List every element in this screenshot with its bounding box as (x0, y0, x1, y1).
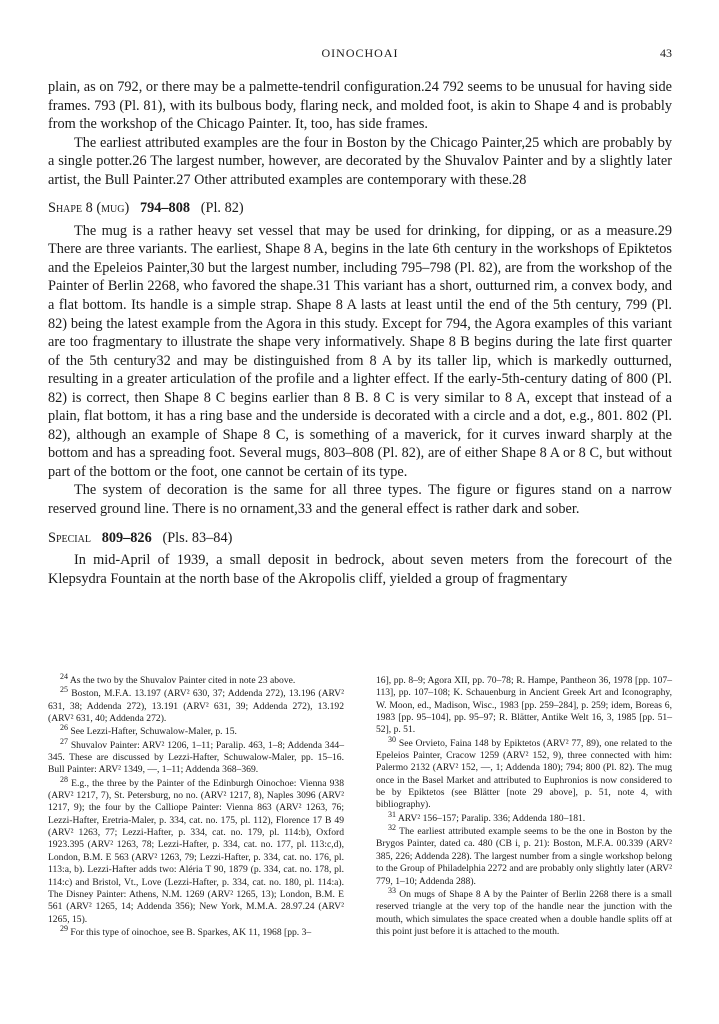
footnote-text: As the two by the Shuvalov Painter cited in note 23 above. (69, 675, 296, 686)
footnote-text: E.g., the three by the Painter of the Edinburgh Oinochoe: Vienna 938 (ARV² 1217, 7), St. Petersburg, no no. (ARV² 1217, 8), Naples 3096 (ARV² 1217, 9); the four by the Calliope Painter: Vienna 863 (ARV² 1263, 76; Lezzi-Hafter, Eretria-Maler, p. 334, cat. no. 175, pl. 112), Florence 17 B 49 (ARV² 1263, 77; Lezzi-Hafter, p. 334, cat. no. 179, pl. 114:b), Oxford 1923.395 (ARV² 1263, 78; Lezzi-Hafter, p. 334, cat. no. 177, pl. 113:c,d), London, B.M. E 563 (ARV² 1263, 79; Lezzi-Hafter, p. 334, cat. no. 176, pl. 113:a, b). Lezzi-Hafter adds two: Aléria T 90, 1879 (p. 334, cat. no. 178, pl. 114:c) and Bristol, Vt., Love (Lezzi-Hafter, p. 334, cat. no. 180, pl. 114:a). The Disney Painter: Athens, N.M. 1269 (ARV² 1265, 13); London, B.M. E 561 (ARV² 1265, 14; Addenda 356); New York, M.M.A. 28.97.24 (ARV² 1265, 15). (48, 777, 344, 925)
special-heading-label: Special (48, 529, 91, 546)
footnote (48, 723, 344, 738)
footnote-text: For this type of oinochoe, see B. Sparkes, AK 11, 1968 [pp. 3– (70, 926, 312, 938)
footnote (48, 671, 344, 687)
footnote-text: See Lezzi-Hafter, Schuwalow-Maler, p. 15. (70, 726, 237, 738)
shape8-heading-plates: (Pl. 82) (200, 200, 244, 217)
footnote (376, 885, 672, 938)
footnote (48, 923, 344, 939)
main-text (48, 78, 672, 588)
footnote-continuation (376, 675, 672, 737)
footnote (48, 685, 344, 725)
footnote-number: 32 (388, 822, 396, 832)
footnote (376, 822, 672, 888)
footnote (376, 734, 672, 812)
footnote-number: 26 (60, 723, 68, 733)
footnote-text: On mugs of Shape 8 A by the Painter of Berlin 2268 there is a small reserved triangle at the very top of the handle near the junction with the mouth, which simulates the space created when a double handle splits off at this point just before it is attached to the mouth. (376, 888, 672, 937)
special-heading-range: 809–826 (101, 529, 152, 546)
footnote (48, 736, 344, 777)
footnotes-left-column (48, 671, 344, 940)
footnote-text: 16], pp. 8–9; Agora XII, pp. 70–78; R. Hampe, Pantheon 36, 1978 [pp. 107–113], pp. 107–108; K. Schauenburg in Ancient Greek Art and Iconography, W. Moon, ed., Madison, Wisc., 1983 [pp. 259–284], p. 259; idem, Boreas 6, 1983 [pp. 95–104], pp. 95–97; R. Blätter, Antike Welt 16, 3, 1985 [pp. 51–52], p. 51. (376, 675, 672, 736)
footnote-number: 31 (388, 809, 396, 819)
section-heading-special (48, 529, 672, 548)
intro-paragraph-2: The earliest attributed examples are the four in Boston by the Chicago Painter,25 which are probably by a single potter.26 The largest number, however, are decorated by the Shuvalov Painter and by a slightly later artist, the Bull Painter.27 Other attributed examples are contemporary with these.28 (48, 134, 672, 188)
special-paragraph: In mid-April of 1939, a small deposit in bedrock, about seven meters from the forecourt of the Klepsydra Fountain at the north base of the Akropolis cliff, yielded a group of fragmentary (48, 552, 672, 587)
section-heading-shape8 (48, 199, 672, 218)
intro-paragraph-1: plain, as on 792, or there may be a palmette-tendril configuration.24 792 seems to be unusual for having side frames. 793 (Pl. 81), with its bulbous body, flaring neck, and molded foot, is akin to Shape 4 and is probably from the workshop of the Chicago Painter. It, too, has side frames. (48, 79, 672, 133)
footnote (48, 774, 344, 926)
footnote-number: 33 (388, 885, 396, 895)
running-title: OINOCHOAI (321, 46, 399, 60)
footnote-number: 24 (60, 671, 68, 681)
footnote-text: ARV² 156–157; Paralip. 336; Addenda 180–181. (397, 812, 586, 824)
footnote-text: Boston, M.F.A. 13.197 (ARV² 630, 37; Addenda 272), 13.196 (ARV² 631, 38; Addenda 272), 13.191 (ARV² 631, 39; Addenda 272), 13.192 (ARV² 631, 40; Addenda 272). (48, 688, 344, 725)
footnote-text: The earliest attributed example seems to be the one in Boston by the Brygos Painter, dated ca. 480 (CB i, p. 21): Boston, M.F.A. 00.339 (ARV² 385, 226; Addenda 228). The largest number from a single workshop belong to the Group of Philadelphia 2272 and are probably only slightly later (ARV² 779, 1–10; Addenda 288). (376, 826, 672, 887)
footnote-number: 30 (388, 734, 396, 744)
footnote-number: 28 (60, 774, 68, 784)
page-number: 43 (660, 46, 672, 60)
footnotes-right-column (376, 675, 672, 939)
footnote-text: Shuvalov Painter: ARV² 1206, 1–11; Paralip. 463, 1–8; Addenda 344–345. These are discussed by Lezzi-Hafter, Schuwalow-Maler, pp. 15–16. Bull Painter: ARV² 1349, —, 1–11; Addenda 368–369. (48, 739, 344, 776)
footnote-number: 27 (60, 736, 68, 746)
shape8-heading-label: Shape 8 (mug) (48, 200, 130, 217)
footnote-number: 25 (60, 685, 68, 695)
shape8-paragraph-2: The system of decoration is the same for all three types. The figure or figures stand on a narrow reserved ground line. There is no ornament,33 and the general effect is rather dark and sober. (48, 482, 672, 518)
shape8-paragraph-1: The mug is a rather heavy set vessel that may be used for drinking, for dipping, or as a measure.29 There are three variants. The earliest, Shape 8 A, begins in the late 6th century in the workshops of Epiktetos and the Epeleios Painter,30 but the largest number, including 795–798 (Pl. 82), are from the workshop of the Painter of Berlin 2268, who favored the shape.31 This variant has a short, outturned rim, a convex body, and a flat bottom. Its handle is a simple strap. Shape 8 A lasts at least until the end of the 5th century, 799 (Pl. 82) being the latest example from the Agora in this study. Except for 794, the Agora examples of this variant are too fragmentary to illustrate the shape very informatively. Shape 8 B begins during the late first quarter of the 5th century32 and may be distinguished from 8 A by its taller lip, which is markedly outturned, resulting in a greater articulation of the profile and a lighter effect. If the early-5th-century dating of 800 (Pl. 82) is correct, then Shape 8 C begins earlier than 8 B. 8 C is very similar to 8 A, except that instead of a plain, flat bottom, it has a ring base and the underside is decorated with a circle and a dot, e.g., 801. 802 (Pl. 82), although an example of Shape 8 C, is something of a maverick, for it curves inward sharply at the bottom and has a spreading foot. Several mugs, 803–808 (Pl. 82), are of either Shape 8 A or 8 C, but without part of the bottom or the foot, one cannot be certain of its type. (48, 222, 672, 480)
footnote-text: See Orvieto, Faina 148 by Epiktetos (ARV² 77, 89), one related to the Epeleios Painter, Cracow 1259 (ARV² 152, 9), three connected with him: Palermo 2132 (ARV² 152, —, 1; Addenda 180); 794; 800 (Pl. 82). The mug once in the Basel Market and attributed to Euphronios is now considered to be by Epiktetos (see Blätter [note 29 above], p. 51, note 4, with bibliography). (376, 737, 672, 811)
page-header (48, 46, 672, 64)
footnote-number: 29 (60, 923, 68, 933)
special-heading-plates: (Pls. 83–84) (162, 529, 233, 546)
footnote (376, 809, 672, 825)
shape8-heading-range: 794–808 (139, 200, 190, 217)
